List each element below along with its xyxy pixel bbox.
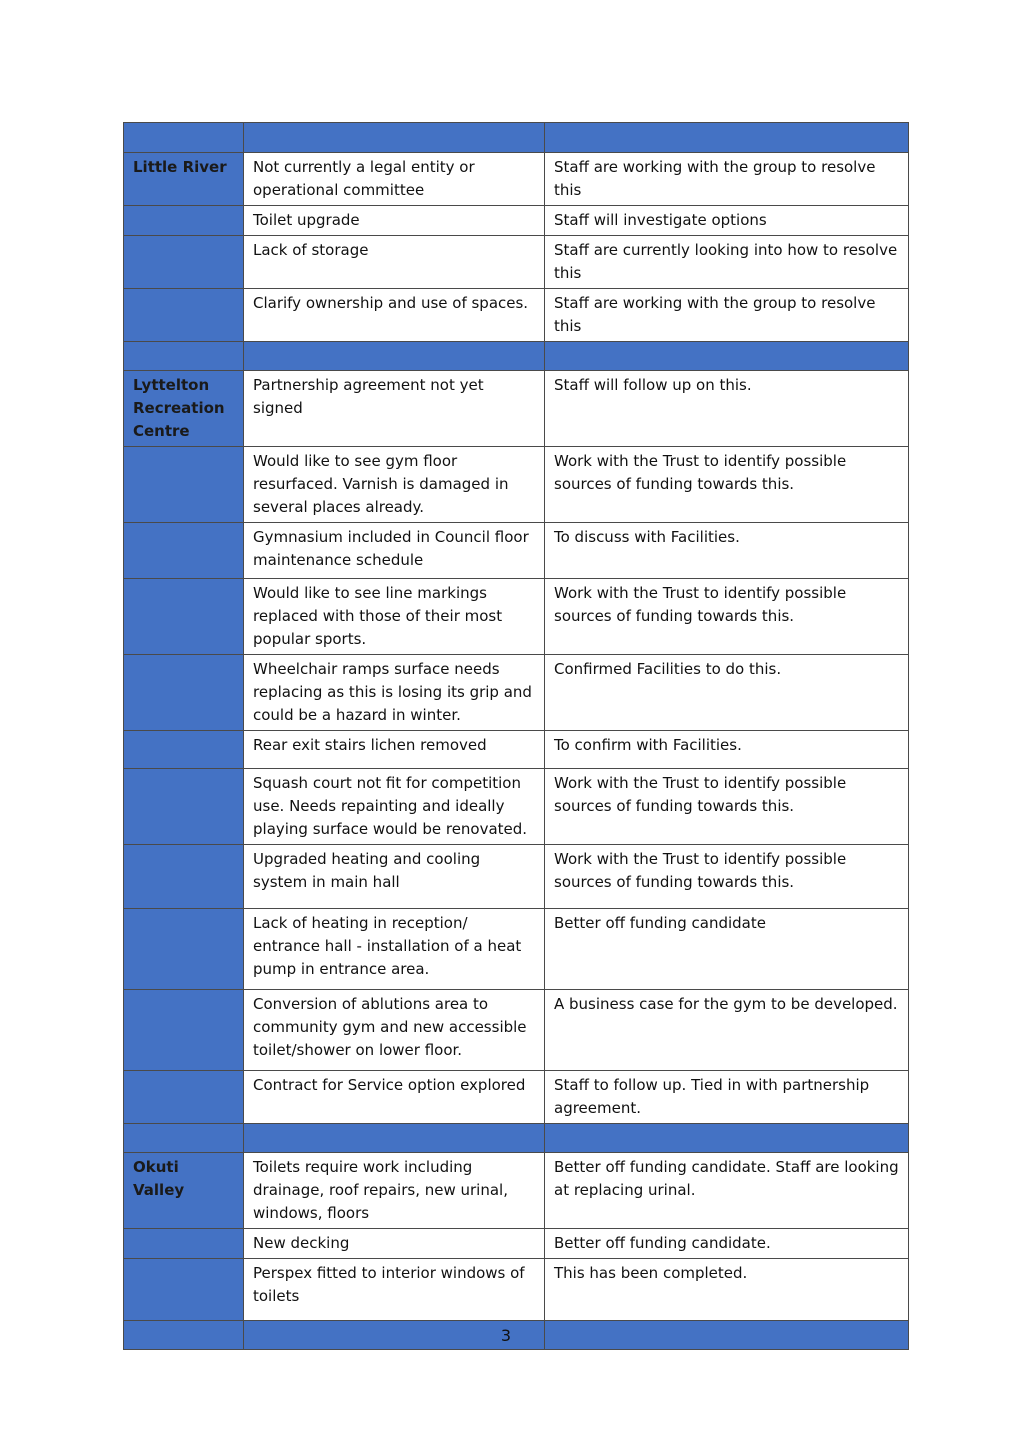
table-row <box>124 153 909 206</box>
blue-band-row <box>124 123 909 153</box>
table-row <box>124 1259 909 1321</box>
facility-cell <box>124 731 244 769</box>
response-cell: Work with the Trust to identify possible sources of funding towards this. <box>545 579 909 655</box>
issue-cell: Would like to see line markings replaced with those of their most popular sports. <box>244 579 545 655</box>
issue-cell: Toilet upgrade <box>244 206 545 236</box>
table-row <box>124 236 909 289</box>
facility-cell <box>124 447 244 523</box>
table-row <box>124 206 909 236</box>
band-cell <box>545 342 909 371</box>
table-row <box>124 1153 909 1229</box>
facility-name: Little River <box>124 153 244 206</box>
band-cell <box>124 342 244 371</box>
response-cell: Staff are currently looking into how to resolve this <box>545 236 909 289</box>
band-cell <box>124 1124 244 1153</box>
issue-cell: Perspex fitted to interior windows of toilets <box>244 1259 545 1321</box>
response-cell: Staff are working with the group to resolve this <box>545 289 909 342</box>
facility-cell <box>124 845 244 909</box>
band-cell <box>124 123 244 153</box>
facility-cell <box>124 579 244 655</box>
response-cell: Staff will follow up on this. <box>545 371 909 447</box>
band-cell <box>545 123 909 153</box>
response-cell: Work with the Trust to identify possible sources of funding towards this. <box>545 845 909 909</box>
page-number: 3 <box>500 1326 512 1345</box>
facility-cell <box>124 655 244 731</box>
response-cell: Staff to follow up. Tied in with partnership agreement. <box>545 1071 909 1124</box>
table-row <box>124 523 909 579</box>
facility-cell <box>124 909 244 990</box>
issue-cell: Not currently a legal entity or operational committee <box>244 153 545 206</box>
response-cell: To confirm with Facilities. <box>545 731 909 769</box>
facility-name: Okuti Valley <box>124 1153 244 1229</box>
table-row <box>124 909 909 990</box>
response-cell: Confirmed Facilities to do this. <box>545 655 909 731</box>
facility-cell <box>124 1259 244 1321</box>
table-row <box>124 845 909 909</box>
table-row <box>124 990 909 1071</box>
table-row <box>124 769 909 845</box>
response-cell: Better off funding candidate <box>545 909 909 990</box>
issue-cell: Upgraded heating and cooling system in main hall <box>244 845 545 909</box>
issue-cell: Gymnasium included in Council floor maintenance schedule <box>244 523 545 579</box>
table-row <box>124 655 909 731</box>
facility-cell <box>124 769 244 845</box>
response-cell: This has been completed. <box>545 1259 909 1321</box>
facility-cell <box>124 236 244 289</box>
facility-cell <box>124 1071 244 1124</box>
response-cell: Staff are working with the group to resolve this <box>545 153 909 206</box>
blue-band-row <box>124 342 909 371</box>
issue-cell: Toilets require work including drainage, roof repairs, new urinal, windows, floors <box>244 1153 545 1229</box>
blue-band-row <box>124 1124 909 1153</box>
facility-cell <box>124 1229 244 1259</box>
response-cell: Better off funding candidate. <box>545 1229 909 1259</box>
response-cell: Better off funding candidate. Staff are looking at replacing urinal. <box>545 1153 909 1229</box>
table-row <box>124 579 909 655</box>
issue-cell: Squash court not fit for competition use. Needs repainting and ideally playing surface would be renovated. <box>244 769 545 845</box>
table-row <box>124 731 909 769</box>
table-row <box>124 371 909 447</box>
issue-cell: Lack of heating in reception/ entrance hall - installation of a heat pump in entrance area. <box>244 909 545 990</box>
band-cell <box>545 1124 909 1153</box>
issue-cell: Partnership agreement not yet signed <box>244 371 545 447</box>
issue-cell: Wheelchair ramps surface needs replacing as this is losing its grip and could be a hazard in winter. <box>244 655 545 731</box>
response-cell: Staff will investigate options <box>545 206 909 236</box>
band-cell <box>244 1124 545 1153</box>
response-cell: To discuss with Facilities. <box>545 523 909 579</box>
facility-cell <box>124 206 244 236</box>
response-cell: Work with the Trust to identify possible sources of funding towards this. <box>545 769 909 845</box>
issue-cell: Contract for Service option explored <box>244 1071 545 1124</box>
issue-cell: Conversion of ablutions area to community gym and new accessible toilet/shower on lower floor. <box>244 990 545 1071</box>
band-cell <box>244 123 545 153</box>
band-cell <box>244 342 545 371</box>
response-cell: Work with the Trust to identify possible sources of funding towards this. <box>545 447 909 523</box>
facilities-issues-table <box>123 122 909 1350</box>
table-row <box>124 289 909 342</box>
table-row <box>124 447 909 523</box>
facility-cell <box>124 289 244 342</box>
facility-cell <box>124 523 244 579</box>
issue-cell: New decking <box>244 1229 545 1259</box>
issue-cell: Rear exit stairs lichen removed <box>244 731 545 769</box>
issue-cell: Clarify ownership and use of spaces. <box>244 289 545 342</box>
table-row <box>124 1071 909 1124</box>
facility-name: Lyttelton Recreation Centre <box>124 371 244 447</box>
issue-cell: Would like to see gym floor resurfaced. Varnish is damaged in several places already. <box>244 447 545 523</box>
response-cell: A business case for the gym to be developed. <box>545 990 909 1071</box>
table-row <box>124 1229 909 1259</box>
issue-cell: Lack of storage <box>244 236 545 289</box>
facility-cell <box>124 990 244 1071</box>
